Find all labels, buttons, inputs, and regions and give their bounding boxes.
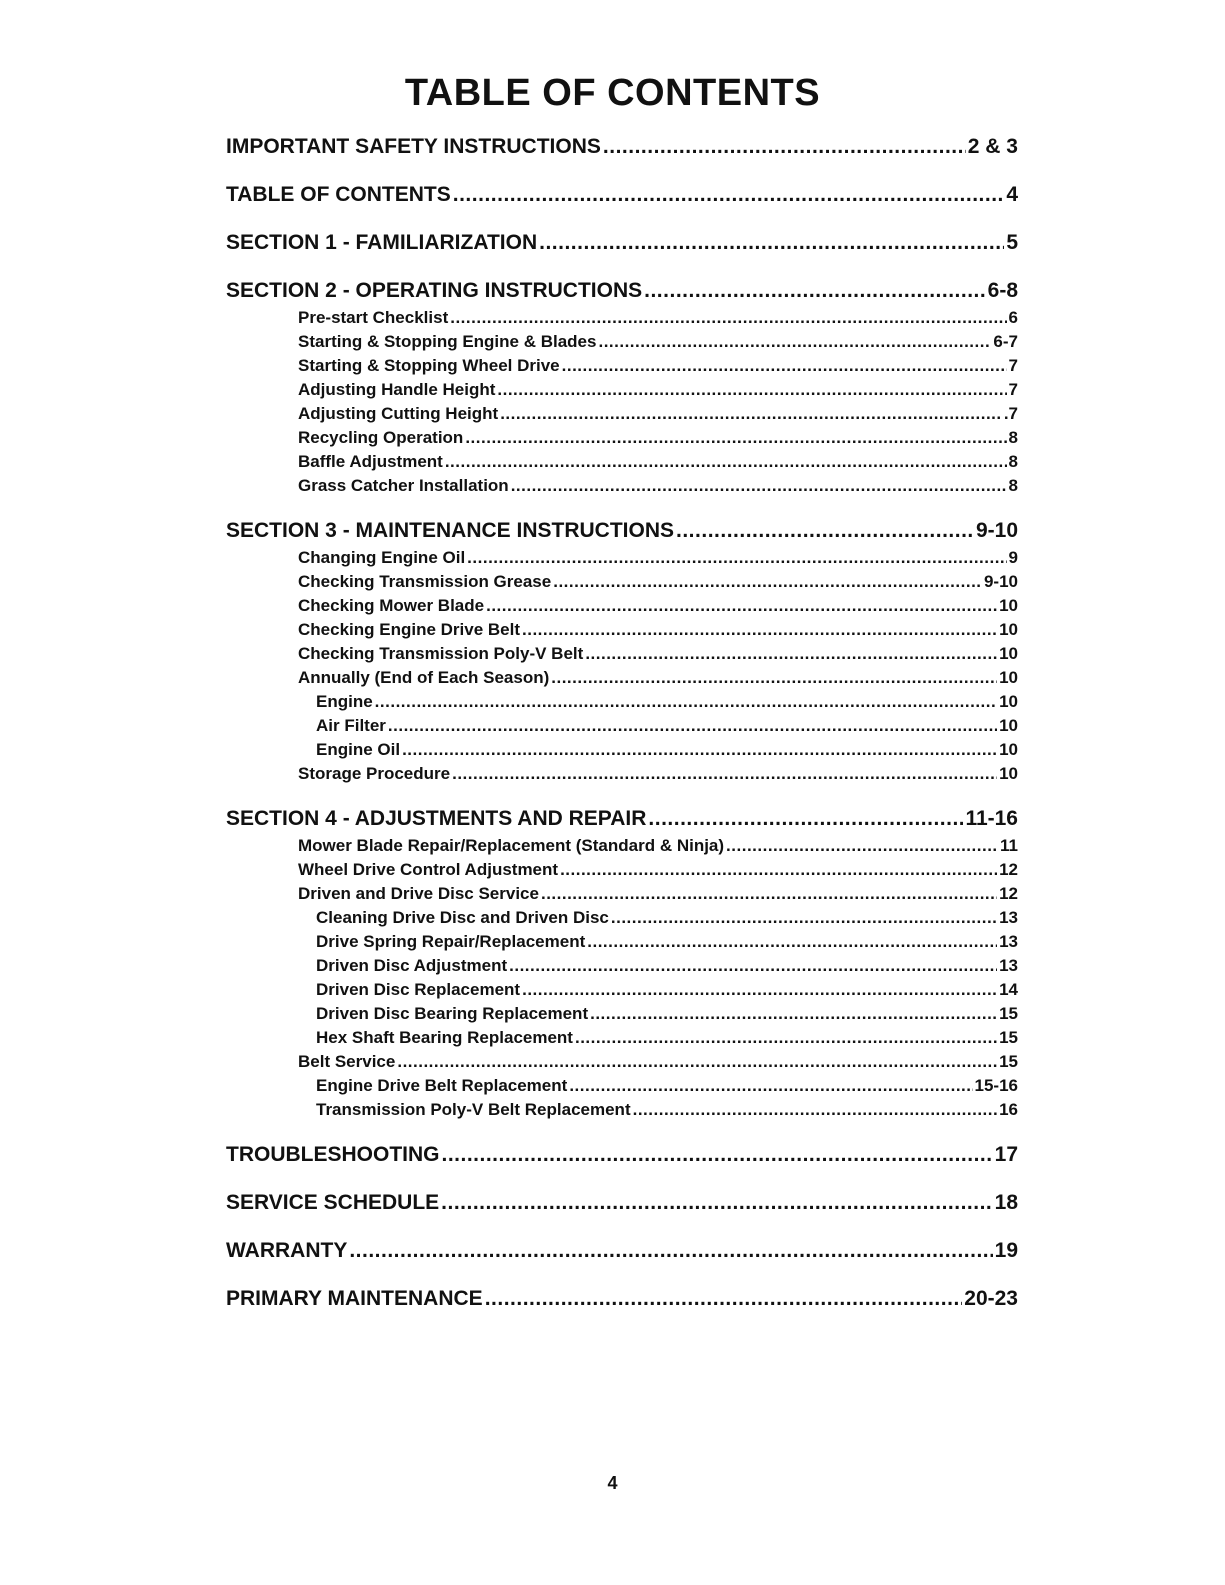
table-of-contents	[226, 132, 1018, 1314]
toc-entry-page: 10	[999, 596, 1018, 615]
toc-entry-label: Engine Drive Belt Replacement	[316, 1076, 568, 1095]
dot-leader	[509, 954, 997, 978]
toc-subentry	[226, 714, 1018, 738]
dot-leader	[445, 450, 1007, 474]
toc-entry-label: Mower Blade Repair/Replacement (Standard & Ninja)	[298, 836, 725, 855]
dot-leader	[522, 978, 997, 1002]
toc-subentry	[226, 738, 1018, 762]
toc-entry-label: Baffle Adjustment	[298, 452, 443, 471]
toc-entry-label: Driven Disc Bearing Replacement	[316, 1004, 589, 1023]
toc-entry-label: WARRANTY	[226, 1239, 348, 1262]
toc-entry-label: Annually (End of Each Season)	[298, 668, 550, 687]
toc-entry-label: Air Filter	[316, 716, 386, 735]
toc-entry-page: 20-23	[964, 1287, 1018, 1310]
toc-section-entry	[226, 1188, 1018, 1218]
toc-entry-label: SECTION 1 - FAMILIARIZATION	[226, 231, 538, 254]
toc-entry-label: Changing Engine Oil	[298, 548, 466, 567]
toc-entry-page: 10	[999, 764, 1018, 783]
dot-leader	[569, 1074, 972, 1098]
toc-subentry	[226, 450, 1018, 474]
toc-subentry	[226, 1098, 1018, 1122]
toc-entry-label: SECTION 4 - ADJUSTMENTS AND REPAIR	[226, 807, 647, 830]
toc-section-entry	[226, 804, 1018, 834]
toc-subentry	[226, 762, 1018, 786]
toc-entry-label: SECTION 2 - OPERATING INSTRUCTIONS	[226, 279, 643, 302]
toc-entry-label: Checking Transmission Grease	[298, 572, 552, 591]
toc-entry-page: 11-16	[965, 807, 1018, 830]
toc-entry-page: 15	[999, 1004, 1018, 1023]
toc-entry-page: 10	[999, 668, 1018, 687]
toc-entry-label: Driven and Drive Disc Service	[298, 884, 539, 903]
toc-section-entry	[226, 132, 1018, 162]
toc-section-entry	[226, 180, 1018, 210]
toc-subentry	[226, 378, 1018, 402]
toc-entry-page: 7	[1008, 356, 1018, 375]
toc-entry-page: 10	[999, 644, 1018, 663]
page-title: TABLE OF CONTENTS	[404, 72, 821, 114]
toc-entry-label: Driven Disc Replacement	[316, 980, 521, 999]
dot-leader	[541, 882, 997, 906]
toc-subentry	[226, 330, 1018, 354]
toc-section-entry	[226, 1284, 1018, 1314]
toc-entry-page: 10	[999, 620, 1018, 639]
toc-subentry	[226, 1050, 1018, 1074]
toc-subentry	[226, 978, 1018, 1002]
dot-leader	[522, 618, 997, 642]
toc-entry-page: 13	[999, 956, 1018, 975]
dot-leader	[676, 516, 974, 546]
toc-entry-label: TROUBLESHOOTING	[226, 1143, 440, 1166]
toc-subentry	[226, 402, 1018, 426]
toc-entry-page: 10	[999, 740, 1018, 759]
toc-section-entry	[226, 516, 1018, 546]
toc-entry-label: Drive Spring Repair/Replacement	[316, 932, 586, 951]
toc-entry-label: TABLE OF CONTENTS	[226, 183, 451, 206]
toc-entry-page: 10	[999, 692, 1018, 711]
toc-entry-label: SERVICE SCHEDULE	[226, 1191, 440, 1214]
toc-section-entry	[226, 1236, 1018, 1266]
toc-entry-label: Adjusting Handle Height	[298, 380, 496, 399]
toc-entry-label: Transmission Poly-V Belt Replacement	[316, 1100, 631, 1119]
dot-leader	[603, 132, 966, 162]
dot-leader	[402, 738, 997, 762]
toc-entry-label: Cleaning Drive Disc and Driven Disc	[316, 908, 609, 927]
dot-leader	[465, 426, 1006, 450]
toc-entry-page: 11	[1000, 836, 1018, 855]
toc-entry-label: Recycling Operation	[298, 428, 464, 447]
toc-entry-page: 9-10	[975, 519, 1018, 542]
toc-entry-page: 14	[999, 980, 1018, 999]
toc-entry-label: SECTION 3 - MAINTENANCE INSTRUCTIONS	[226, 519, 675, 542]
toc-subentry	[226, 1026, 1018, 1050]
toc-entry-page: 16	[999, 1100, 1018, 1119]
toc-subentry	[226, 930, 1018, 954]
dot-leader	[467, 546, 1006, 570]
toc-subentry	[226, 666, 1018, 690]
toc-entry-page: 8	[1008, 476, 1018, 495]
dot-leader	[397, 1050, 997, 1074]
toc-entry-page: 6	[1008, 308, 1018, 327]
dot-leader	[452, 762, 997, 786]
dot-leader	[587, 930, 997, 954]
dot-leader	[560, 858, 997, 882]
toc-entry-page: 10	[999, 716, 1018, 735]
toc-subentry	[226, 1002, 1018, 1026]
dot-leader	[388, 714, 997, 738]
toc-entry-page: 18	[994, 1191, 1018, 1214]
toc-entry-label: Starting & Stopping Wheel Drive	[298, 356, 560, 375]
toc-entry-label: PRIMARY MAINTENANCE	[226, 1287, 483, 1310]
toc-entry-label: Storage Procedure	[298, 764, 451, 783]
toc-entry-page: 19	[994, 1239, 1018, 1262]
dot-leader	[633, 1098, 997, 1122]
toc-subentry	[226, 858, 1018, 882]
toc-entry-label: Belt Service	[298, 1052, 396, 1071]
toc-subentry	[226, 690, 1018, 714]
toc-entry-label: IMPORTANT SAFETY INSTRUCTIONS	[226, 135, 601, 158]
page-number: 4	[607, 1473, 618, 1493]
toc-entry-page: 5	[1006, 231, 1018, 254]
toc-subentry	[226, 1074, 1018, 1098]
dot-leader	[611, 906, 997, 930]
toc-subentry	[226, 546, 1018, 570]
toc-entry-page: 7	[1008, 380, 1018, 399]
toc-section-entry	[226, 228, 1018, 258]
toc-entry-page: 15	[999, 1028, 1018, 1047]
toc-subentry	[226, 474, 1018, 498]
toc-entry-label: Driven Disc Adjustment	[316, 956, 508, 975]
dot-leader	[485, 1284, 963, 1314]
dot-leader	[644, 276, 986, 306]
toc-entry-page: 8	[1008, 428, 1018, 447]
dot-leader	[441, 1188, 992, 1218]
dot-leader	[442, 1140, 993, 1170]
toc-entry-label: Hex Shaft Bearing Replacement	[316, 1028, 573, 1047]
toc-subentry	[226, 594, 1018, 618]
toc-entry-page: 12	[999, 884, 1018, 903]
dot-leader	[497, 378, 1006, 402]
toc-subentry	[226, 882, 1018, 906]
dot-leader	[590, 1002, 997, 1026]
toc-section-entry	[226, 276, 1018, 306]
dot-leader	[539, 228, 1004, 258]
toc-subentry	[226, 642, 1018, 666]
toc-subentry	[226, 426, 1018, 450]
toc-subentry	[226, 354, 1018, 378]
dot-leader	[500, 402, 1002, 426]
dot-leader	[575, 1026, 997, 1050]
toc-entry-page: 15-16	[974, 1076, 1018, 1095]
dot-leader	[375, 690, 997, 714]
toc-entry-label: Engine	[316, 692, 373, 711]
toc-entry-page: 6-8	[987, 279, 1018, 302]
toc-entry-label: Checking Mower Blade	[298, 596, 485, 615]
toc-entry-label: Starting & Stopping Engine & Blades	[298, 332, 597, 351]
toc-entry-label: Checking Transmission Poly-V Belt	[298, 644, 584, 663]
toc-entry-label: Engine Oil	[316, 740, 401, 759]
dot-leader	[598, 330, 991, 354]
dot-leader	[450, 306, 1006, 330]
toc-entry-label: Checking Engine Drive Belt	[298, 620, 520, 639]
toc-entry-page: 13	[999, 908, 1018, 927]
toc-entry-page: 2 & 3	[967, 135, 1018, 158]
dot-leader	[486, 594, 997, 618]
toc-subentry	[226, 954, 1018, 978]
toc-subentry	[226, 834, 1018, 858]
toc-subentry	[226, 906, 1018, 930]
toc-entry-page: 12	[999, 860, 1018, 879]
toc-entry-page: 9-10	[983, 572, 1018, 591]
toc-entry-page: 15	[999, 1052, 1018, 1071]
dot-leader	[551, 666, 997, 690]
dot-leader	[726, 834, 998, 858]
toc-entry-label: Adjusting Cutting Height	[298, 404, 499, 423]
dot-leader	[349, 1236, 992, 1266]
toc-entry-page: .7	[1003, 404, 1018, 423]
toc-entry-page: 8	[1008, 452, 1018, 471]
dot-leader	[562, 354, 1007, 378]
toc-entry-label: Pre-start Checklist	[298, 308, 449, 327]
toc-entry-page: 13	[999, 932, 1018, 951]
toc-entry-page: 4	[1006, 183, 1018, 206]
toc-section-entry	[226, 1140, 1018, 1170]
toc-entry-label: Wheel Drive Control Adjustment	[298, 860, 559, 879]
dot-leader	[585, 642, 997, 666]
dot-leader	[453, 180, 1005, 210]
toc-subentry	[226, 306, 1018, 330]
toc-entry-page: 6-7	[993, 332, 1018, 351]
dot-leader	[648, 804, 963, 834]
toc-entry-page: 9	[1008, 548, 1018, 567]
toc-subentry	[226, 570, 1018, 594]
toc-entry-label: Grass Catcher Installation	[298, 476, 509, 495]
toc-subentry	[226, 618, 1018, 642]
dot-leader	[553, 570, 982, 594]
toc-entry-page: 17	[994, 1143, 1018, 1166]
dot-leader	[511, 474, 1007, 498]
